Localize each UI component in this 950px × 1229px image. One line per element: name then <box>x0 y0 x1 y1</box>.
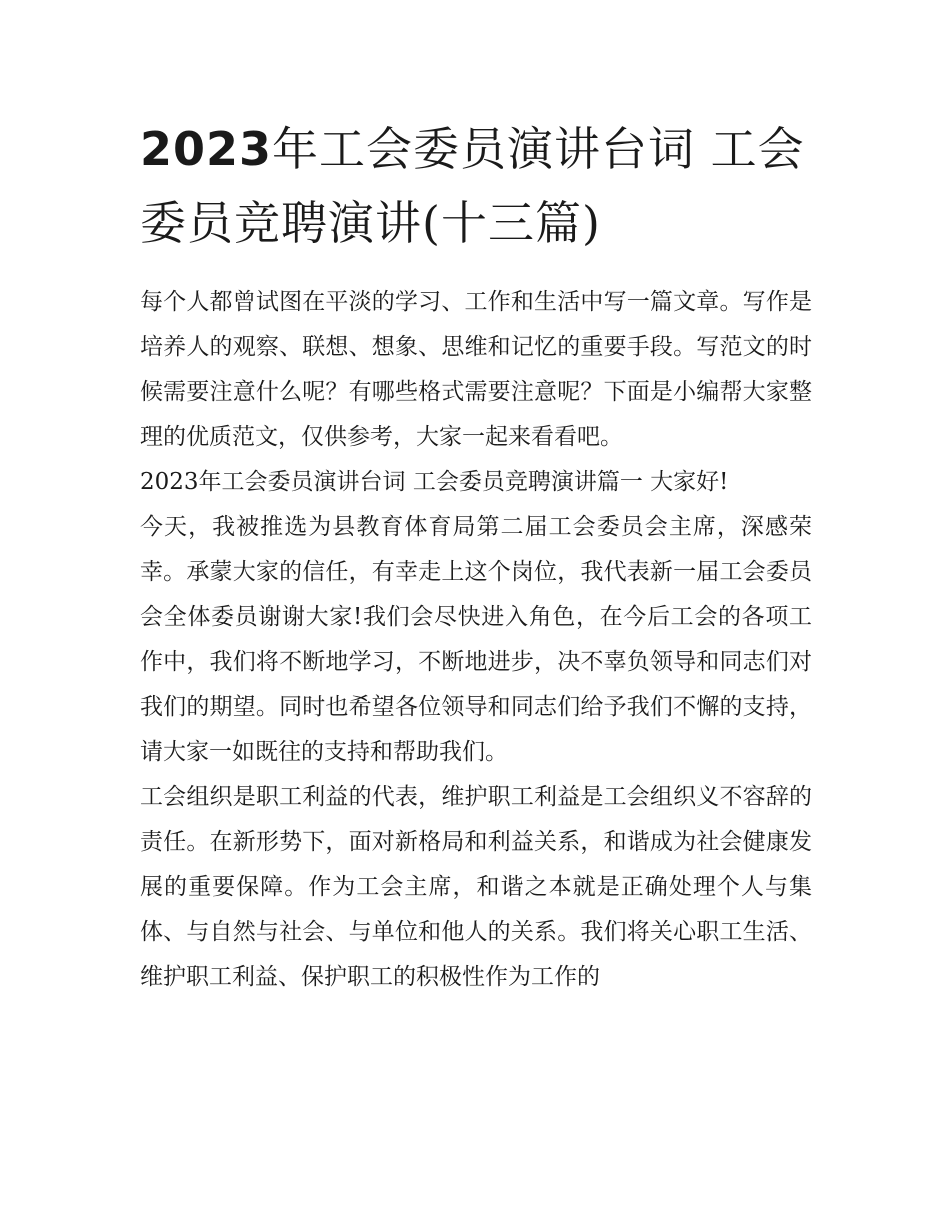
title-year: 2023 <box>140 122 273 176</box>
intro-paragraph: 每个人都曾试图在平淡的学习、工作和生活中写一篇文章。写作是培养人的观察、联想、想象、思维和记忆的重要手段。写范文的时候需要注意什么呢？有哪些格式需要注意呢？下面是小编帮大家整理的优质范文，仅供参考，大家一起来看看吧。 <box>140 289 812 450</box>
document-body <box>140 280 812 1000</box>
speech-paragraph: 今天，我被推选为县教育体育局第二届工会委员会主席，深感荣幸。承蒙大家的信任，有幸走上这个岗位，我代表新一届工会委员会全体委员谢谢大家!我们会尽快进入角色，在今后工会的各项工作中，我们将不断地学习，不断地进步，决不辜负领导和同志们对我们的期望。同时也希望各位领导和同志们给予我们不懈的支持，请大家一如既往的支持和帮助我们。 <box>140 514 812 765</box>
title-text: 年工会委员演讲台词 工会委员竞聘演讲(十三篇) <box>140 122 805 250</box>
speech-paragraph: 工会组织是职工利益的代表，维护职工利益是工会组织义不容辞的责任。在新形势下，面对新格局和利益关系，和谐成为社会健康发展的重要保障。作为工会主席，和谐之本就是正确处理个人与集体、与自然与社会、与单位和他人的关系。我们将关心职工生活、维护职工利益、保护职工的积极性作为工作的 <box>140 784 812 990</box>
document-title <box>140 112 820 260</box>
section-heading-paragraph: 2023年工会委员演讲台词 工会委员竞聘演讲篇一 大家好! <box>140 469 729 495</box>
